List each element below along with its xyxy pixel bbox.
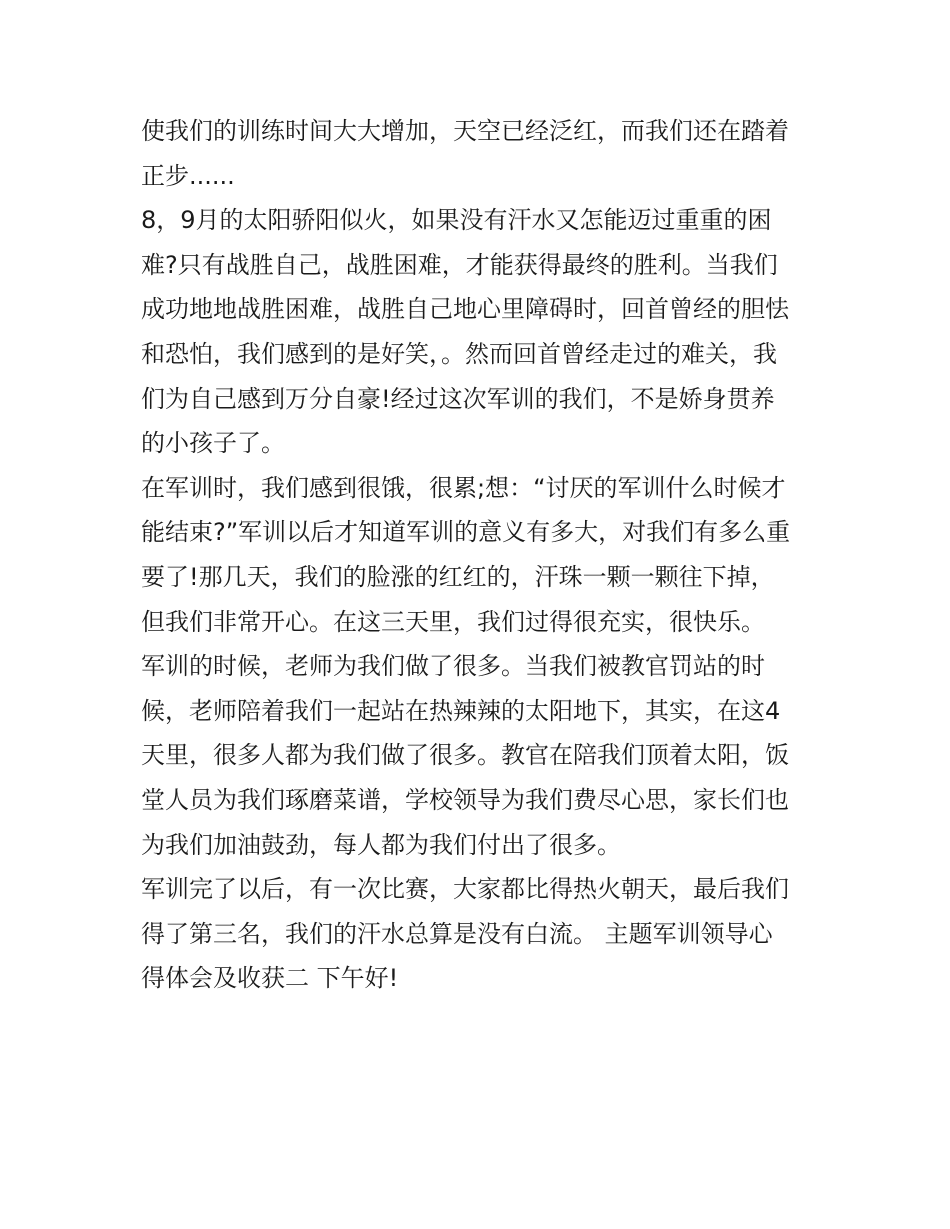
text-line: 为我们加油鼓劲，每人都为我们付出了很多。 (141, 830, 621, 859)
text-line: 使我们的训练时间大大增加，天空已经泛红，而我们还在踏着 (141, 117, 789, 145)
text-line: 们为自己感到万分自豪!经过这次军训的我们，不是娇身贯养 (141, 384, 775, 413)
body-text (141, 109, 821, 1001)
text-line: 能结束?”军训以后才知道军训的意义有多大，对我们有多么重 (141, 518, 791, 547)
text-line: 军训的时候，老师为我们做了很多。当我们被教官罚站的时 (141, 652, 765, 681)
text-line: 得体会及收获二 下午好! (141, 964, 399, 993)
text-line: 堂人员为我们琢磨菜谱，学校领导为我们费尽心思，家长们也 (141, 785, 789, 814)
text-line: 要了!那几天，我们的脸涨的红红的，汗珠一颗一颗往下掉， (141, 562, 775, 591)
text-line: 难?只有战胜自己，战胜困难，才能获得最终的胜利。当我们 (141, 250, 778, 279)
text-line: 得了第三名，我们的汗水总算是没有白流。 主题军训领导心 (141, 919, 773, 948)
text-line: 军训完了以后，有一次比赛，大家都比得热火朝天，最后我们 (141, 875, 789, 904)
text-line: 但我们非常开心。在这三天里，我们过得很充实，很快乐。 (141, 607, 765, 636)
text-line: 候，老师陪着我们一起站在热辣辣的太阳地下，其实，在这4 (141, 696, 781, 725)
text-line: 在军训时，我们感到很饿，很累;想：“讨厌的军训什么时候才 (141, 473, 786, 502)
text-line: 正步...... (141, 161, 235, 190)
text-line: 和恐怕，我们感到的是好笑，。然而回首曾经走过的难关，我 (141, 339, 777, 368)
text-line: 的小孩子了。 (141, 429, 285, 458)
text-line: 天里，很多人都为我们做了很多。教官在陪我们顶着太阳，饭 (141, 741, 789, 770)
text-line: 8，9月的太阳骄阳似火，如果没有汗水又怎能迈过重重的困 (141, 206, 772, 235)
text-line: 成功地地战胜困难，战胜自己地心里障碍时，回首曾经的胆怯 (141, 295, 789, 324)
